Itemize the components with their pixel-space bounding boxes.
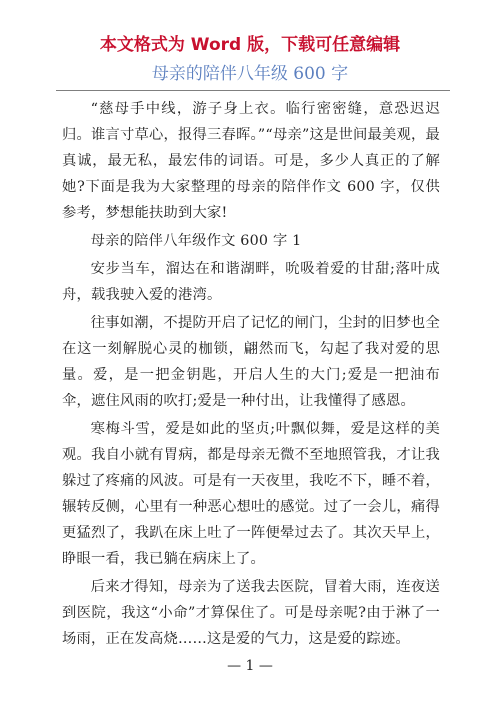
paragraph: 安步当车，溜达在和谐湖畔，吮吸着爱的甘甜;落叶成舟，载我驶入爱的港湾。	[62, 261, 440, 303]
document-body	[62, 96, 440, 654]
page-number: — 1 —	[227, 658, 273, 674]
paragraph: 往事如潮，不提防开启了记忆的闸门，尘封的旧梦也全在这一刻解脱心灵的枷锁，翩然而飞，勾起了我对爱的思量。爱，是一把金钥匙，开启人生的大门;爱是一把油布伞，遮住风雨的吹打;爱是一种付出，让我懂得了感恩。	[62, 315, 440, 409]
document-title: 母亲的陪伴八年级 600 字	[151, 64, 349, 84]
essay-heading: 母亲的陪伴八年级作文 600 字 1	[90, 233, 302, 249]
format-banner: 本文格式为 Word 版，下载可任意编辑	[99, 35, 401, 55]
paragraph-intro: “慈母手中线，游子身上衣。临行密密缝，意恐迟迟归。谁言寸草心，报得三春晖。”“母亲”这是世间最美观，最真诚，最无私，最宏伟的词语。可是，多少人真正的了解她?下面是我为大家整理的母亲的陪伴作文 600 字，仅供参考，梦想能扶助到大家!	[62, 101, 440, 221]
paragraph: 后来才得知，母亲为了送我去医院，冒着大雨，连夜送到医院，我这“小命”才算保住了。可是母亲呢?由于淋了一场雨，正在发高烧……这是爱的气力，这是爱的踪迹。	[62, 579, 440, 647]
title-divider	[56, 90, 450, 91]
paragraph: 寒梅斗雪，爱是如此的坚贞;叶飘似舞，爱是这样的美观。我自小就有胃病，都是母亲无微不至地照管我，才让我躲过了疼痛的风波。可是有一天夜里，我吃不下，睡不着，辗转反侧，心里有一种恶心想吐的感觉。过了一会儿，痛得更猛烈了，我趴在床上吐了一阵便晕过去了。其次天早上，睁眼一看，我已躺在病床上了。	[62, 421, 440, 567]
